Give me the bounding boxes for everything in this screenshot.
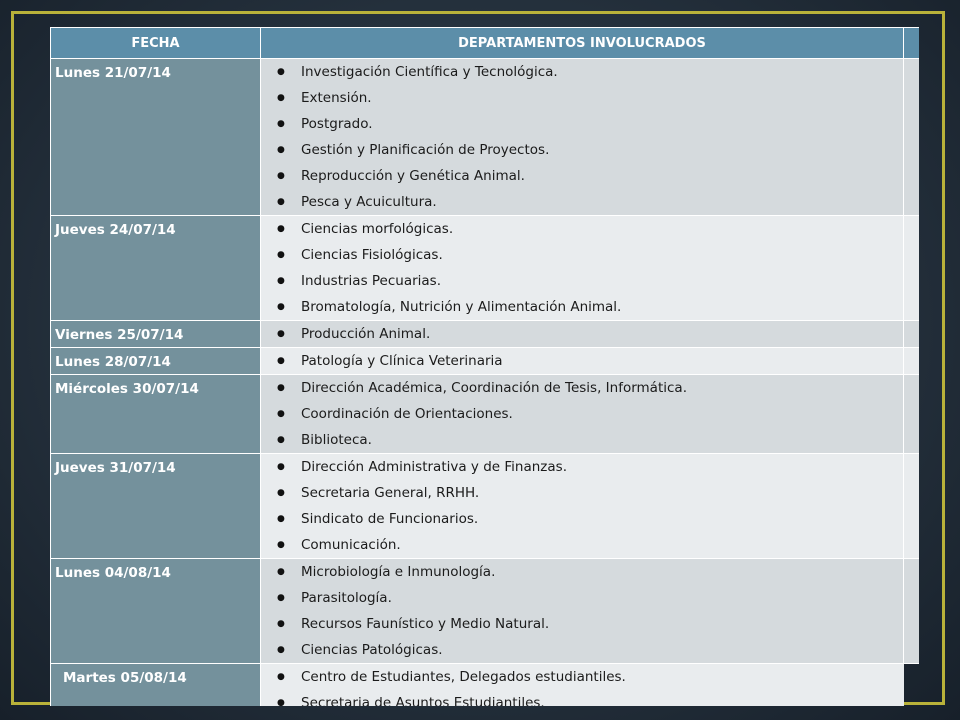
bullet-icon: ● xyxy=(277,409,285,419)
table-row xyxy=(51,375,920,454)
bullet-icon: ● xyxy=(277,224,285,234)
department-name: Microbiología e Inmunología. xyxy=(301,564,496,580)
list-item xyxy=(261,137,903,163)
departments-cell xyxy=(261,59,904,216)
list-item xyxy=(261,294,903,320)
departments-list xyxy=(261,559,903,663)
date-cell: Jueves 31/07/14 xyxy=(51,454,261,559)
departments-list xyxy=(261,348,903,374)
bullet-icon: ● xyxy=(277,329,285,339)
department-name: Secretaria General, RRHH. xyxy=(301,485,480,501)
list-item xyxy=(261,163,903,189)
empty-cell xyxy=(904,321,920,348)
departments-cell xyxy=(261,664,904,707)
department-name: Postgrado. xyxy=(301,116,373,132)
list-item xyxy=(261,559,903,585)
bullet-icon: ● xyxy=(277,302,285,312)
list-item xyxy=(261,611,903,637)
table-row xyxy=(51,59,920,216)
department-name: Extensión. xyxy=(301,90,372,106)
list-item xyxy=(261,532,903,558)
departments-cell xyxy=(261,216,904,321)
list-item xyxy=(261,59,903,85)
departments-cell xyxy=(261,348,904,375)
bullet-icon: ● xyxy=(277,619,285,629)
bullet-icon: ● xyxy=(277,435,285,445)
department-name: Recursos Faunístico y Medio Natural. xyxy=(301,616,550,632)
departments-list xyxy=(261,321,903,347)
bullet-icon: ● xyxy=(277,276,285,286)
empty-cell xyxy=(904,664,920,707)
empty-cell xyxy=(904,454,920,559)
bullet-icon: ● xyxy=(277,698,285,706)
bullet-icon: ● xyxy=(277,250,285,260)
department-name: Dirección Administrativa y de Finanzas. xyxy=(301,459,567,475)
departments-cell xyxy=(261,454,904,559)
bullet-icon: ● xyxy=(277,462,285,472)
departments-list xyxy=(261,454,903,558)
table-body xyxy=(51,59,920,707)
list-item xyxy=(261,506,903,532)
department-name: Ciencias Fisiológicas. xyxy=(301,247,443,263)
bullet-icon: ● xyxy=(277,540,285,550)
list-item xyxy=(261,585,903,611)
empty-cell xyxy=(904,375,920,454)
empty-cell xyxy=(904,216,920,321)
date-cell: Lunes 04/08/14 xyxy=(51,559,261,664)
department-name: Coordinación de Orientaciones. xyxy=(301,406,513,422)
department-name: Industrias Pecuarias. xyxy=(301,273,442,289)
date-cell: Jueves 24/07/14 xyxy=(51,216,261,321)
table-row xyxy=(51,348,920,375)
table-row xyxy=(51,559,920,664)
bullet-icon: ● xyxy=(277,145,285,155)
department-name: Secretaria de Asuntos Estudiantiles. xyxy=(301,695,545,706)
date-cell: Viernes 25/07/14 xyxy=(51,321,261,348)
list-item xyxy=(261,401,903,427)
list-item xyxy=(261,111,903,137)
departments-cell xyxy=(261,321,904,348)
empty-cell xyxy=(904,59,920,216)
list-item xyxy=(261,321,903,347)
table-header-row xyxy=(51,28,920,59)
department-name: Producción Animal. xyxy=(301,326,431,342)
bullet-icon: ● xyxy=(277,171,285,181)
date-cell: Lunes 21/07/14 xyxy=(51,59,261,216)
department-name: Comunicación. xyxy=(301,537,401,553)
list-item xyxy=(261,637,903,663)
bullet-icon: ● xyxy=(277,488,285,498)
departments-cell xyxy=(261,375,904,454)
bullet-icon: ● xyxy=(277,356,285,366)
bullet-icon: ● xyxy=(277,672,285,682)
list-item xyxy=(261,664,904,690)
header-departamentos: DEPARTAMENTOS INVOLUCRADOS xyxy=(261,28,904,59)
list-item xyxy=(261,454,903,480)
bullet-icon: ● xyxy=(277,93,285,103)
department-name: Pesca y Acuicultura. xyxy=(301,194,437,210)
departments-list xyxy=(261,59,903,215)
list-item xyxy=(261,216,903,242)
department-name: Dirección Académica, Coordinación de Tesis, Informática. xyxy=(301,380,687,396)
list-item xyxy=(261,268,903,294)
bullet-icon: ● xyxy=(277,514,285,524)
list-item xyxy=(261,480,903,506)
departments-list xyxy=(261,664,904,706)
bullet-icon: ● xyxy=(277,119,285,129)
list-item xyxy=(261,242,903,268)
table-row xyxy=(51,216,920,321)
list-item xyxy=(261,189,903,215)
date-cell: Lunes 28/07/14 xyxy=(51,348,261,375)
department-name: Reproducción y Genética Animal. xyxy=(301,168,525,184)
department-name: Patología y Clínica Veterinaria xyxy=(301,353,503,369)
bullet-icon: ● xyxy=(277,567,285,577)
bullet-icon: ● xyxy=(277,67,285,77)
table-row xyxy=(51,321,920,348)
date-cell: Miércoles 30/07/14 xyxy=(51,375,261,454)
department-name: Investigación Científica y Tecnológica. xyxy=(301,64,558,80)
empty-cell xyxy=(904,348,920,375)
table-row xyxy=(51,454,920,559)
list-item xyxy=(261,348,903,374)
list-item xyxy=(261,85,903,111)
department-name: Gestión y Planificación de Proyectos. xyxy=(301,142,550,158)
header-fecha: FECHA xyxy=(51,28,261,59)
departments-list xyxy=(261,216,903,320)
departments-list xyxy=(261,375,903,453)
bullet-icon: ● xyxy=(277,645,285,655)
list-item xyxy=(261,690,904,706)
table-row xyxy=(51,664,920,707)
empty-cell xyxy=(904,559,920,664)
list-item xyxy=(261,375,903,401)
department-name: Parasitología. xyxy=(301,590,392,606)
date-cell: Martes 05/08/14 xyxy=(51,664,261,707)
schedule-table-container xyxy=(50,27,919,706)
bullet-icon: ● xyxy=(277,383,285,393)
department-name: Ciencias morfológicas. xyxy=(301,221,454,237)
bullet-icon: ● xyxy=(277,593,285,603)
department-name: Bromatología, Nutrición y Alimentación Animal. xyxy=(301,299,622,315)
department-name: Biblioteca. xyxy=(301,432,372,448)
header-empty-cell xyxy=(904,28,920,59)
department-name: Centro de Estudiantes, Delegados estudiantiles. xyxy=(301,669,626,685)
list-item xyxy=(261,427,903,453)
departments-cell xyxy=(261,559,904,664)
department-name: Sindicato de Funcionarios. xyxy=(301,511,479,527)
bullet-icon: ● xyxy=(277,197,285,207)
schedule-table xyxy=(50,27,919,706)
department-name: Ciencias Patológicas. xyxy=(301,642,443,658)
